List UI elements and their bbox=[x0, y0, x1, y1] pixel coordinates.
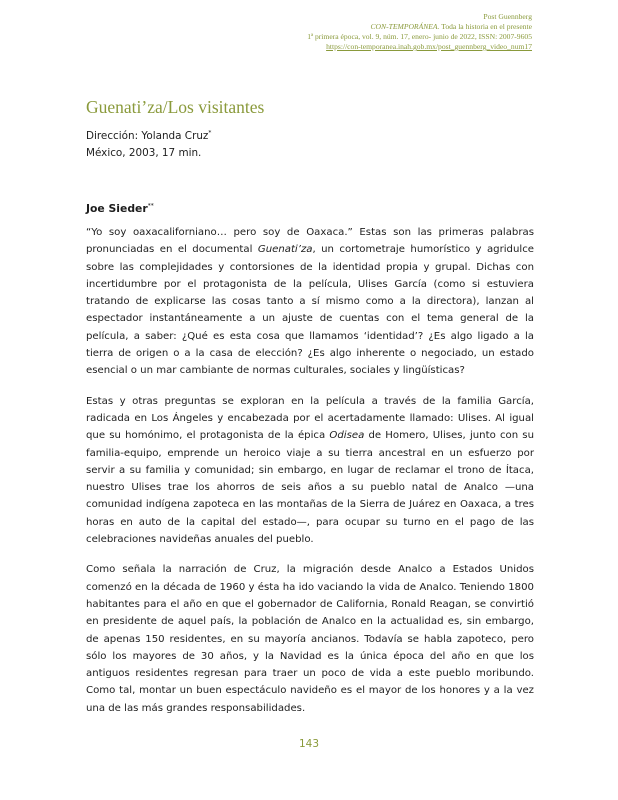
header-author: Post Guennberg bbox=[483, 12, 532, 21]
article-author bbox=[86, 202, 154, 215]
film-title-italic: Guenati’za bbox=[257, 244, 313, 256]
running-header bbox=[307, 12, 532, 52]
epic-title-italic: Odisea bbox=[329, 430, 365, 442]
paragraph-2-text-a: Estas y otras preguntas se exploran en la película a través de la familia García, radicada en Los Ángeles y encabezada por el acertadamente llamado: Ulises. Al igual que su homónimo, el protagonista de la épica bbox=[86, 395, 534, 442]
author-footnote-mark[interactable]: ** bbox=[147, 202, 154, 210]
page-number: 143 bbox=[298, 738, 320, 750]
article-body bbox=[86, 224, 534, 730]
paragraph-2-text-b: de Homero, Ulises, junto con su familia-equipo, emprende un heroico viaje a su tierra ancestral en un esfuerzo por servir a su familia y comunidad; sin embargo, en lugar de reclamar el trono de Ítaca, nuestro Ulises trae los ahorros de seis años a su pueblo natal de Analco —una comunidad indígena zapoteca en las montañas de la Sierra de Juárez en Oaxaca, a tres horas en auto de la capital del estado—, para ocupar su turno en el pago de las celebraciones navideñas anuales del pueblo. bbox=[86, 430, 534, 546]
header-journal-line bbox=[307, 22, 532, 32]
place-year-duration: México, 2003, 17 min. bbox=[86, 147, 202, 159]
article-title: Guenati’za/Los visitantes bbox=[86, 97, 265, 117]
director-text: Dirección: Yolanda Cruz bbox=[86, 130, 209, 142]
film-metadata bbox=[86, 128, 211, 162]
paragraph-1 bbox=[86, 224, 534, 380]
header-journal-name: CON-TEMPORÁNEA. bbox=[370, 22, 440, 31]
header-journal-tagline: Toda la historia en el presente bbox=[439, 22, 532, 31]
paragraph-1-text-b: , un cortometraje humorístico y agridulce sobre las complejidades y contorsiones de la identidad propia y grupal. Dichas con incertidumbre por el protagonista de la película, Ulises García (como si estuviera tratando de explicarse las cosas tanto a sí mismo como a la directora), lanzan al espectador instantáneamente a un ajuste de cuentas con el tema general de la película, a saber: ¿Qué es esta cosa que llamamos ‘identidad’? ¿Es algo ligado a la tierra de origen o a la casa de elección? ¿Es algo inherente o negociado, un estado esencial o un mar cambiante de normas culturales, sociales y lingüísticas? bbox=[86, 244, 535, 377]
header-url-link[interactable]: https://con-temporanea.inah.gob.mx/post_guennberg_video_num17 bbox=[326, 42, 532, 51]
header-issue: 1ª primera época, vol. 9, núm. 17, enero- junio de 2022, ISSN: 2007-9605 bbox=[307, 32, 532, 41]
paragraph-3: Como señala la narración de Cruz, la migración desde Analco a Estados Unidos comenzó en la década de 1960 y ésta ha ido vaciando la vida de Analco. Teniendo 1800 habitantes para el año en que el gobernador de California, Ronald Reagan, se convirtió en presidente de aquel país, la población de Analco en la actualidad es, sin embargo, de apenas 150 residentes, en su mayoría ancianos. Todavía se habla zapoteco, pero sólo los mayores de 30 años, y la Navidad es la única época del año en que los antiguos residentes regresan para traer un poco de vida a este pueblo moribundo. Como tal, montar un buen espectáculo navideño es el mayor de los honores y a la vez una de las más grandes responsabilidades. bbox=[86, 564, 534, 714]
paragraph-2 bbox=[86, 393, 534, 549]
director-line bbox=[86, 128, 211, 145]
director-footnote-mark[interactable]: * bbox=[208, 129, 212, 137]
paragraph-1-text-a: “Yo soy oaxacaliforniano… pero soy de Oaxaca.” Estas son las primeras palabras pronunciadas en el documental bbox=[86, 227, 534, 256]
author-name: Joe Sieder bbox=[86, 202, 148, 215]
